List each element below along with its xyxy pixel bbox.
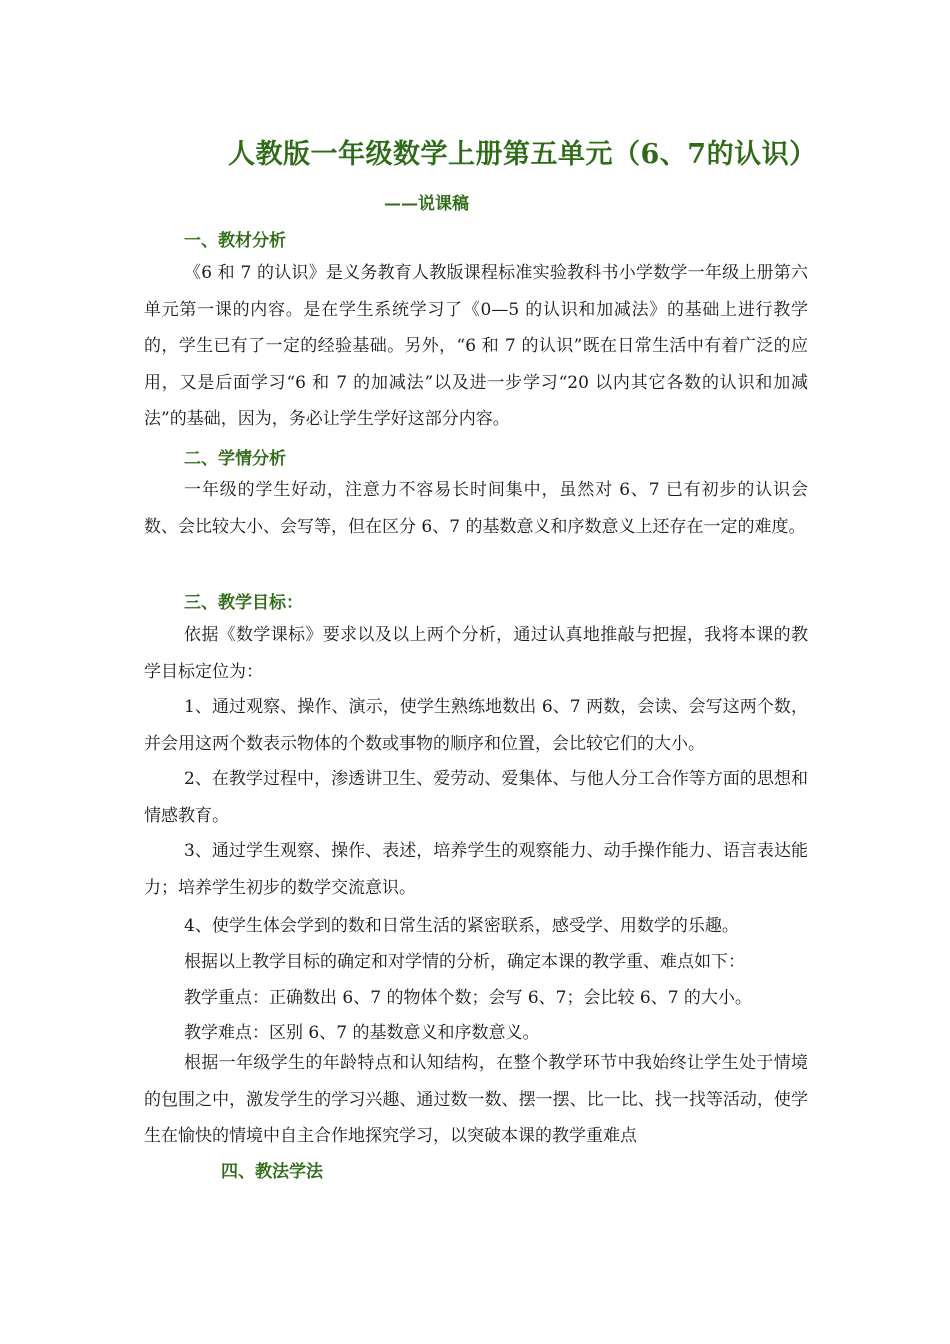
section-heading-teaching-goals: 三、教学目标：: [184, 593, 303, 613]
document-title: 人教版一年级数学上册第五单元（6、7的认识）: [228, 139, 817, 170]
section-heading-learner-analysis: 二、学情分析: [184, 449, 286, 469]
section-heading-methods: 四、教法学法: [221, 1162, 323, 1182]
line-key-points-intro: 根据以上教学目标的确定和对学情的分析，确定本课的教学重、难点如下：: [184, 952, 745, 972]
line-difficult-point: 教学难点：区别 6、7 的基数意义和序数意义。: [184, 1023, 540, 1043]
paragraph-teaching-approach: 根据一年级学生的年龄特点和认知结构，在整个教学环节中我始终让学生处于情境的包围之中，激发学生的学习兴趣、通过数一数、摆一摆、比一比、找一找等活动，使学生在愉快的情境中自主合作地探究学习，以突破本课的教学重难点: [144, 1053, 808, 1146]
paragraph-goals-intro: 依据《数学课标》要求以及以上两个分析，通过认真地推敲与把握，我将本课的教学目标定位为：: [144, 625, 808, 682]
paragraph-goal-3: 3、通过学生观察、操作、表述，培养学生的观察能力、动手操作能力、语言表达能力；培养学生初步的数学交流意识。: [144, 841, 808, 898]
paragraph-learner-analysis: 一年级的学生好动，注意力不容易长时间集中，虽然对 6、7 已有初步的认识会数、会比较大小、会写等，但在区分 6、7 的基数意义和序数意义上还存在一定的难度。: [144, 480, 808, 537]
paragraph-goal-1: 1、通过观察、操作、演示，使学生熟练地数出 6、7 两数，会读、会写这两个数，并会用这两个数表示物体的个数或事物的顺序和位置，会比较它们的大小。: [144, 697, 808, 754]
section-heading-textbook-analysis: 一、教材分析: [184, 231, 286, 251]
line-key-point: 教学重点：正确数出 6、7 的物体个数；会写 6、7；会比较 6、7 的大小。: [184, 988, 752, 1008]
paragraph-textbook-analysis: 《6 和 7 的认识》是义务教育人教版课程标准实验教科书小学数学一年级上册第六单元第一课的内容。是在学生系统学习了《0—5 的认识和加减法》的基础上进行教学的，学生已有了一定的经验基础。另外，“6 和 7 的认识”既在日常生活中有着广泛的应用，又是后面学习“6 和 7 的加减法”以及进一步学习“20 以内其它各数的认识和加减法”的基础，因为，务必让学生学好这部分内容。: [144, 263, 808, 429]
paragraph-goal-2: 2、在教学过程中，渗透讲卫生、爱劳动、爱集体、与他人分工合作等方面的思想和情感教育。: [144, 769, 808, 826]
document-subtitle: ——说课稿: [384, 194, 469, 214]
line-goal-4: 4、使学生体会学到的数和日常生活的紧密联系，感受学、用数学的乐趣。: [184, 916, 739, 936]
